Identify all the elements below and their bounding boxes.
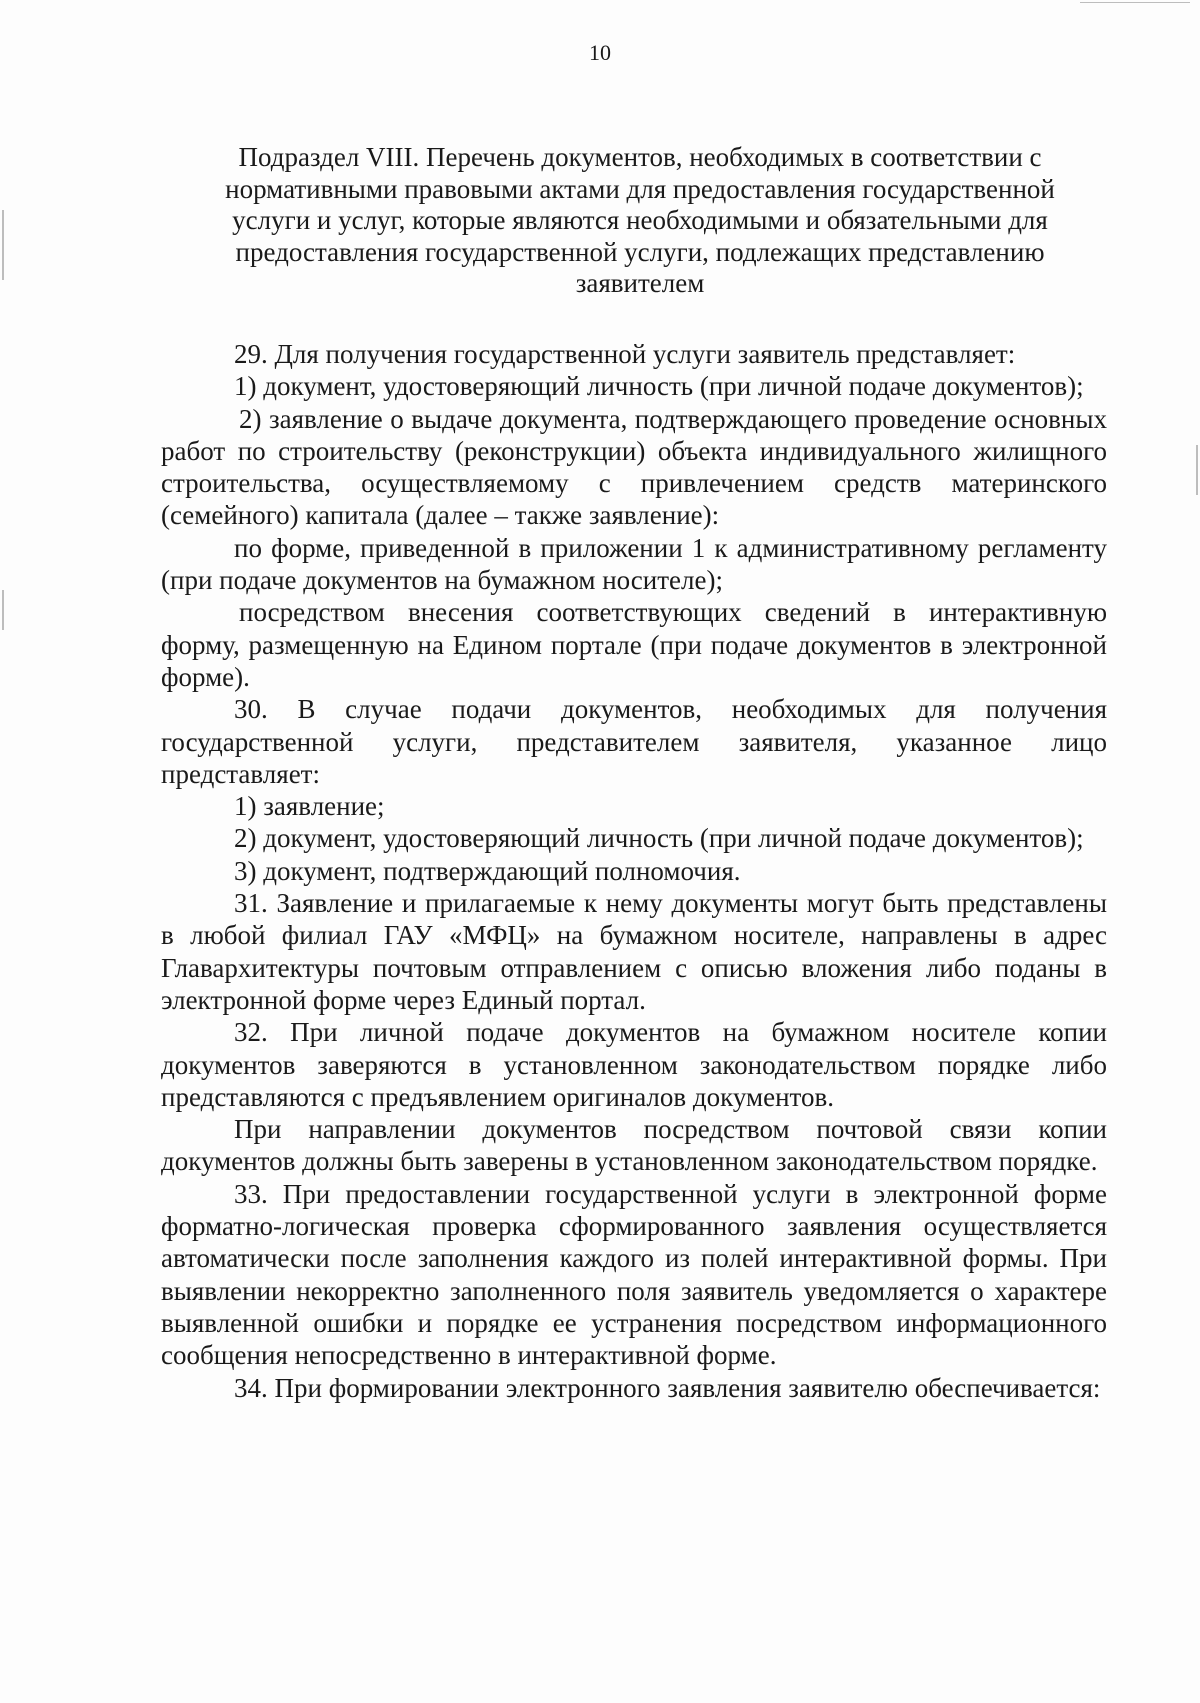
paragraph-29-item-2: 2) заявление о выдаче документа, подтверждающего проведение основных работ по строительству (реконструкции) объекта индивидуального жилищного строительства, осуществляемому с привлечением средств материнского (семейного) капитала (далее – также заявление): <box>161 403 1107 531</box>
paragraph-30-item-1: 1) заявление; <box>234 791 385 822</box>
paragraph-32: 32. При личной подаче документов на бумажном носителе копии документов заверяются в установленном законодательством порядке либо представляются с предъявлением оригиналов документов. <box>161 1017 1107 1112</box>
document-body <box>161 338 1107 1404</box>
page-number: 10 <box>589 40 611 65</box>
paragraph-30: 30. В случае подачи документов, необходимых для получения государственной услуги, представителем заявителя, указанное лицо представляет: <box>161 694 1107 789</box>
paragraph-30-item-3: 3) документ, подтверждающий полномочия. <box>234 855 741 886</box>
heading-line: Подраздел VIII. Перечень документов, необходимых в соответствии с <box>238 142 1042 172</box>
scan-edge-mark <box>1080 2 1190 3</box>
paragraph-29-form-paper: по форме, приведенной в приложении 1 к административному регламенту (при подаче документов на бумажном носителе); <box>161 532 1107 596</box>
scan-edge-mark <box>1196 445 1198 495</box>
heading-line: предоставления государственной услуги, подлежащих представлению <box>235 236 1045 267</box>
heading-line: услуги и услуг, которые являются необходимыми и обязательными для <box>232 205 1048 235</box>
paragraph-29: 29. Для получения государственной услуги заявитель представляет: <box>234 339 1016 369</box>
heading-line: заявителем <box>575 268 705 298</box>
scan-edge-mark <box>2 210 4 280</box>
paragraph-32-postal: При направлении документов посредством почтовой связи копии документов должны быть заверены в установленном законодательством порядке. <box>161 1114 1107 1177</box>
heading-line: нормативными правовыми актами для предоставления государственной <box>225 173 1055 204</box>
scan-edge-mark <box>2 590 4 630</box>
paragraph-29-form-electronic: посредством внесения соответствующих сведений в интерактивную форму, размещенную на Едином портале (при подаче документов в электронной форме). <box>161 597 1107 692</box>
paragraph-34: 34. При формировании электронного заявления заявителю обеспечивается: <box>234 1372 1101 1403</box>
paragraph-33: 33. При предоставлении государственной услуги в электронной форме форматно-логическая проверка сформированного заявления осуществляется автоматически после заполнения каждого из полей интерактивной формы. При выявлении некорректно заполненного поля заявитель уведомляется о характере выявленной ошибки и порядке ее устранения посредством информационного сообщения непосредственно в интерактивной форме. <box>161 1178 1107 1371</box>
paragraph-29-item-1: 1) документ, удостоверяющий личность (при личной подаче документов); <box>234 371 1084 402</box>
paragraph-30-item-2: 2) документ, удостоверяющий личность (при личной подаче документов); <box>234 823 1084 854</box>
section-heading <box>200 142 1080 300</box>
paragraph-31: 31. Заявление и прилагаемые к нему документы могут быть представлены в любой филиал ГАУ «МФЦ» на бумажном носителе, направлены в адрес Главархитектуры почтовым отправлением с описью вложения либо поданы в электронной форме через Единый портал. <box>161 888 1107 1015</box>
